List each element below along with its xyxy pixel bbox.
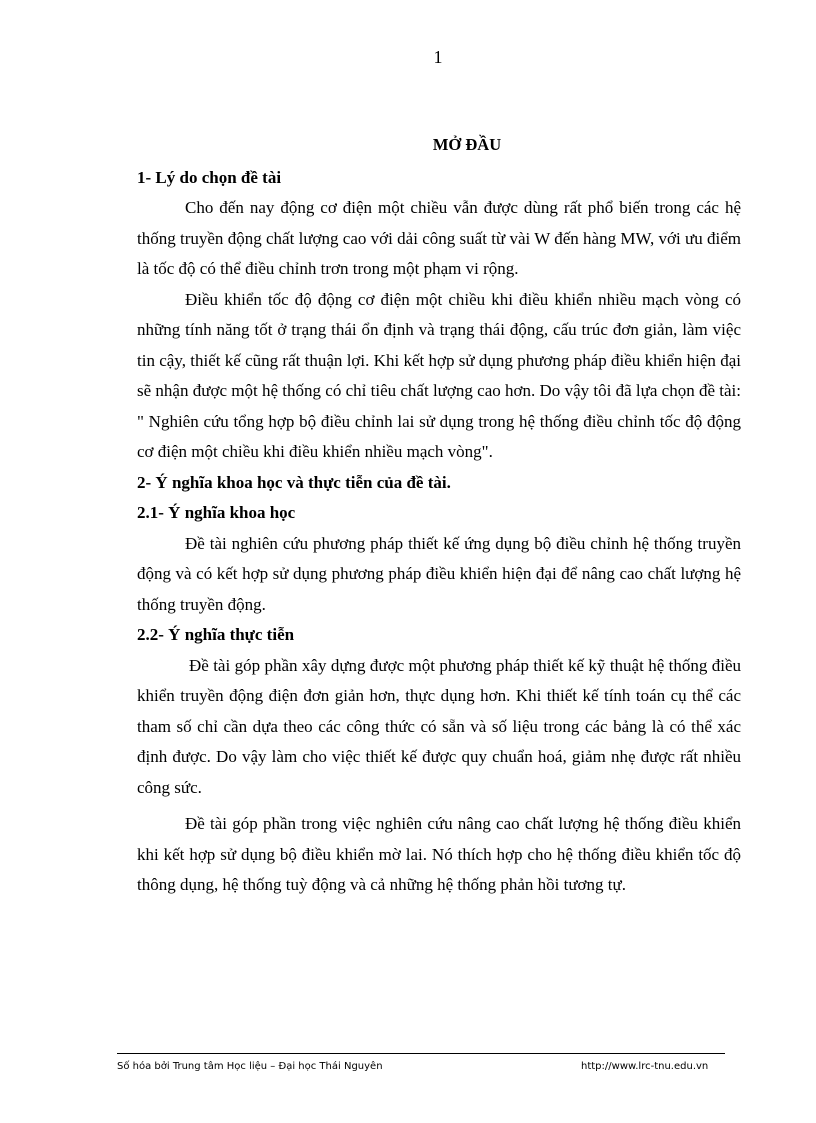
paragraph: Đề tài góp phần trong việc nghiên cứu nâng cao chất lượng hệ thống điều khiển khi kết hợp sử dụng bộ điều khiển mờ lai. Nó thích hợp cho hệ thống điều khiển tốc độ thông dụng, hệ thống tuỳ động và cả những hệ thống phản hồi tương tự. [137,814,741,894]
section-heading-2-2: 2.2- Ý nghĩa thực tiễn [137,625,295,644]
footer-url: http://www.lrc-tnu.edu.vn [581,1061,709,1072]
section-heading-2: 2- Ý nghĩa khoa học và thực tiễn của đề tài. [137,472,451,492]
page-title: MỞ ĐẦU [432,135,502,154]
paragraph: Đề tài góp phần xây dựng được một phương pháp thiết kế kỹ thuật hệ thống điều khiển truyền động điện đơn giản hơn, thực dụng hơn. Khi thiết kế tính toán cụ thể các tham số chỉ cần dựa theo các công thức có sẵn và số liệu trong các bảng là có thể xác định được. Do vậy làm cho việc thiết kế được quy chuẩn hoá, giảm nhẹ được rất nhiều công sức. [137,655,741,797]
section-heading-2-1: 2.1- Ý nghĩa khoa học [137,503,296,522]
footer-source: Số hóa bởi Trung tâm Học liệu – Đại học Thái Nguyên [117,1061,383,1072]
paragraph: Điều khiển tốc độ động cơ điện một chiều khi điều khiển nhiều mạch vòng có những tính năng tốt ở trạng thái ổn định và trạng thái động, cấu trúc đơn giản, làm việc tin cậy, thiết kế cũng rất thuận lợi. Khi kết hợp sử dụng phương pháp điều khiển hiện đại sẽ nhận được một hệ thống có chỉ tiêu chất lượng cao hơn. Do vậy tôi đã lựa chọn đề tài: " Nghiên cứu tổng hợp bộ điều chỉnh lai sử dụng trong hệ thống điều chỉnh tốc độ động cơ điện một chiều khi điều khiển nhiều mạch vòng". [137,289,741,461]
section-heading-1: 1- Lý do chọn đề tài [137,167,282,187]
page-number: 1 [433,47,443,67]
paragraph: Cho đến nay động cơ điện một chiều vẫn được dùng rất phổ biến trong các hệ thống truyền động chất lượng cao với dải công suất từ vài W đến hàng MW, với ưu điểm là tốc độ có thể điều chỉnh trơn trong một phạm vi rộng. [137,198,741,278]
footer-divider [117,1053,725,1054]
page-body [137,130,741,901]
paragraph: Đề tài nghiên cứu phương pháp thiết kế ứng dụng bộ điều chỉnh hệ thống truyền động và có kết hợp sử dụng phương pháp điều khiển hiện đại để nâng cao chất lượng hệ thống truyền động. [137,533,741,614]
